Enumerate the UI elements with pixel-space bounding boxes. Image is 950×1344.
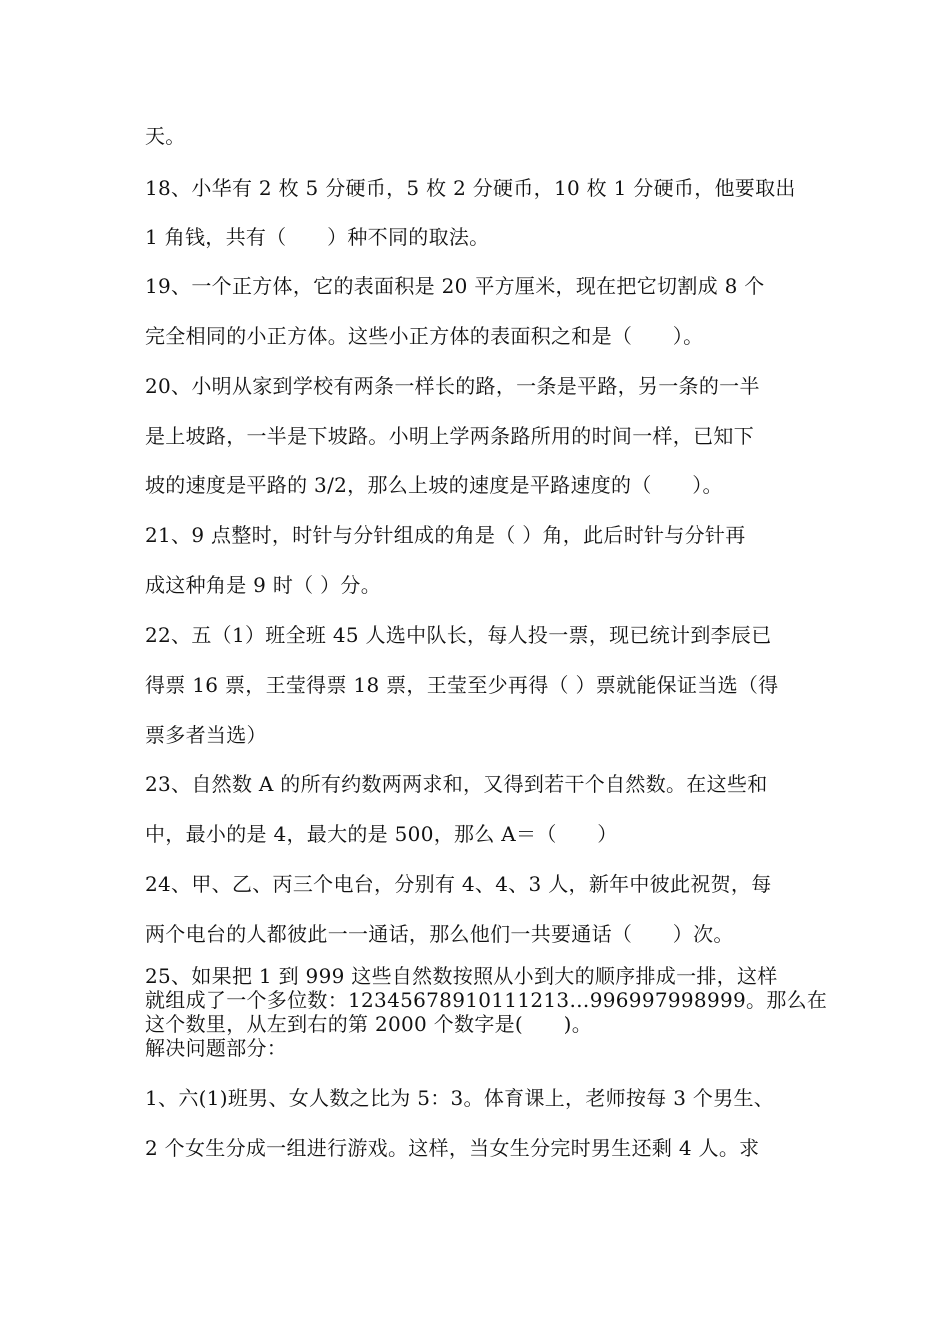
text-line: 20、小明从家到学校有两条一样长的路，一条是平路，另一条的一半 [145, 374, 760, 398]
text-line: 1、六(1)班男、女人数之比为 5：3。体育课上，老师按每 3 个男生、 [145, 1086, 775, 1110]
text-line: 18、小华有 2 枚 5 分硬币，5 枚 2 分硬币，10 枚 1 分硬币，他要取出 [145, 176, 796, 200]
text-line: 天。 [145, 124, 186, 148]
text-line: 这个数里，从左到右的第 2000 个数字是( )。 [145, 1012, 593, 1036]
text-line: 完全相同的小正方体。这些小正方体的表面积之和是（ ）。 [145, 324, 704, 348]
section-heading: 解决问题部分： [145, 1036, 288, 1060]
text-line: 两个电台的人都彼此一一通话，那么他们一共要通话（ ）次。 [145, 922, 734, 946]
text-line: 22、五（1）班全班 45 人选中队长，每人投一票，现已统计到李辰已 [145, 623, 772, 647]
text-line: 21、9 点整时，时针与分针组成的角是（ ）角，此后时针与分针再 [145, 523, 746, 547]
text-line: 成这种角是 9 时（ ）分。 [145, 573, 381, 597]
text-line: 1 角钱，共有（ ）种不同的取法。 [145, 225, 490, 249]
text-line: 24、甲、乙、丙三个电台，分别有 4、4、3 人，新年中彼此祝贺，每 [145, 872, 772, 896]
text-line: 23、自然数 A 的所有约数两两求和，又得到若干个自然数。在这些和 [145, 772, 768, 796]
text-line: 中，最小的是 4，最大的是 500，那么 A＝（ ） [145, 822, 618, 846]
text-line: 是上坡路，一半是下坡路。小明上学两条路所用的时间一样，已知下 [145, 424, 754, 448]
text-line: 得票 16 票，王莹得票 18 票，王莹至少再得（ ）票就能保证当选（得 [145, 673, 779, 697]
text-line: 坡的速度是平路的 3/2，那么上坡的速度是平路速度的（ ）。 [145, 473, 723, 497]
text-line: 19、一个正方体，它的表面积是 20 平方厘米，现在把它切割成 8 个 [145, 274, 765, 298]
text-line: 2 个女生分成一组进行游戏。这样，当女生分完时男生还剩 4 人。求 [145, 1136, 760, 1160]
text-line: 就组成了一个多位数：12345678910111213…996997998999。那么在 [145, 988, 828, 1012]
text-line: 票多者当选） [145, 723, 267, 747]
text-line: 25、如果把 1 到 999 这些自然数按照从小到大的顺序排成一排，这样 [145, 964, 778, 988]
